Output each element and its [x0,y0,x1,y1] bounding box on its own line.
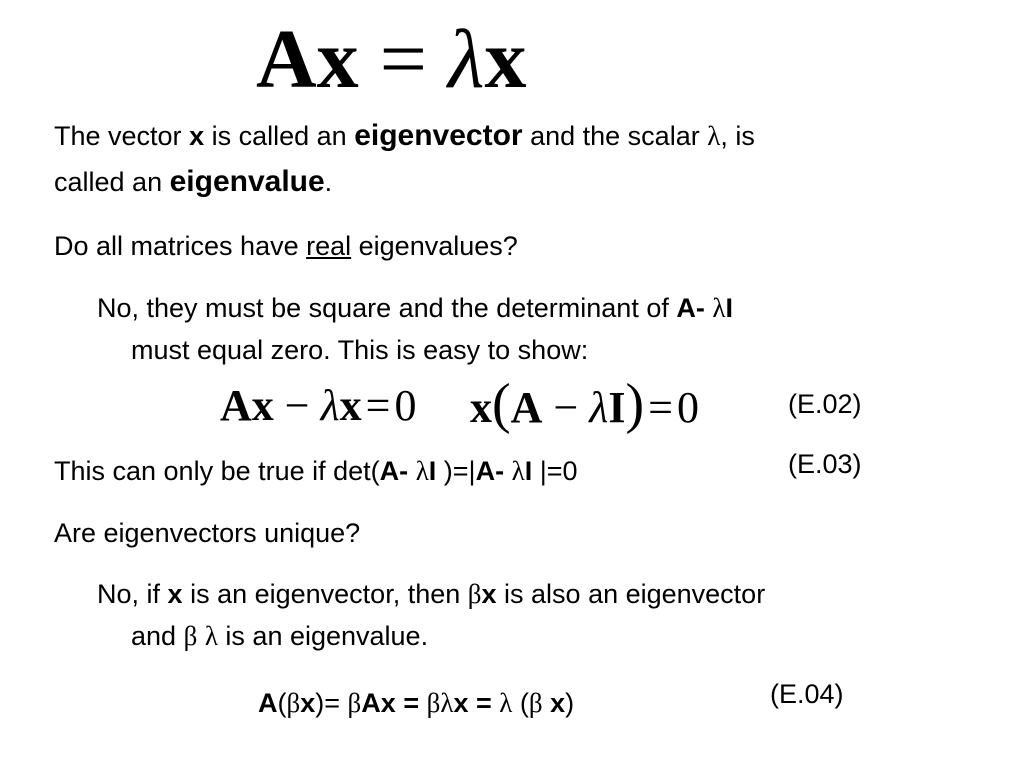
para1-text6: . [324,167,333,197]
a2-x2: x [481,579,497,609]
q1-real: real [306,231,352,261]
a2-beta: β [467,579,482,609]
title-x2: x [484,13,527,106]
eq2-minus: − [284,381,310,430]
equation-label-e04: (E.04) [770,679,844,709]
equation-e02-right [470,372,699,440]
a2-text: No, if [97,579,168,609]
eq4-lambda2: λ [499,688,513,718]
cond-text: This can only be true if det( [54,456,380,486]
eq4-lambda1: λ [440,688,454,718]
eq2r-lambda: λ [589,383,609,432]
title-equals: = [379,13,428,106]
a1-I: I [725,293,733,323]
a1-lambda: λ [712,293,726,323]
eq2-zero: 0 [394,381,417,430]
eq4-p1: ( [277,688,287,718]
eq2r-A: A [510,383,543,432]
eq4-sp1 [419,688,427,718]
eq4-beta4: β [528,688,543,718]
cond-I1: I [428,456,437,486]
eq2-equals: = [365,381,391,430]
para1-text2: is called an [204,121,355,151]
eq2r-I: I [608,383,626,432]
eq4-sp3 [543,688,551,718]
cond-lambda2: λ [511,456,525,486]
eq2r-equals: = [648,383,673,432]
a2-line2-text2: is an eigenvalue. [217,621,429,651]
a1-text: No, they must be square and the determinant of [97,293,677,323]
answer1-line2 [131,334,588,366]
cond-sp2 [504,456,512,486]
eq2r-zero: 0 [676,383,699,432]
a2-line2-text: and [131,621,184,651]
a1-A: A- [676,293,705,323]
eq2-lambda: λ [320,381,340,430]
para1-line2 [54,164,332,200]
a2-lambda: λ [204,621,218,651]
equation-label-e02: (E.02) [788,389,862,419]
title-equation [256,10,526,110]
answer1-line1 [97,292,733,324]
a2-text3: is also an eigenvector [496,579,766,609]
eq2r-minus: − [553,383,579,432]
equation-e04 [258,687,574,719]
title-A: A [256,13,317,106]
a2-beta2: β [183,621,198,651]
a2-text2: is an eigenvector, then [182,579,468,609]
cond-mid: )=| [436,456,476,486]
para1-x: x [189,121,205,151]
eq2r-lparen: ( [492,373,511,435]
answer2-line1 [97,578,765,610]
condition-line [54,455,578,487]
eq4-p3: ( [512,688,529,718]
eq4-p4: ) [565,688,575,718]
cond-lambda1: λ [415,456,429,486]
para1-line1 [54,118,755,154]
a2-x: x [167,579,183,609]
question-eigenvectors-unique: Are eigenvectors unique? [54,518,361,548]
para1-text3: and the scalar [522,121,708,151]
eq4-x2: x = [453,688,492,718]
eq4-Ax: Ax = [361,688,420,718]
q1-text2: eigenvalues? [351,231,518,261]
question-real-eigenvalues [54,230,518,262]
cond-A2: A- [475,456,505,486]
eq2-x: x [251,381,274,430]
cond-post: |=0 [532,456,578,486]
para1-eigenvalue: eigenvalue [169,165,325,198]
para1-lambda: λ [707,121,721,151]
cond-sp1 [408,456,416,486]
eq4-beta1: β [286,688,301,718]
q1-text: Do all matrices have [54,231,307,261]
eq4-p2: )= [315,688,348,718]
equation-e02-left [220,378,417,434]
eq2r-x: x [470,383,492,432]
cond-I2: I [524,456,533,486]
eq4-beta2: β [347,688,362,718]
answer2-line2 [131,620,428,652]
title-lambda: λ [448,13,485,106]
eq2-A: A [220,381,252,430]
eq2-x2: x [339,381,362,430]
para1-eigenvector: eigenvector [354,119,523,152]
eq4-x3: x [550,688,566,718]
eq4-A: A [258,688,278,718]
eq4-beta3: β [426,688,441,718]
a2-sp [197,621,205,651]
eq2r-rparen: ) [625,373,645,435]
para1-text5: called an [54,167,170,197]
eq4-x1: x [300,688,316,718]
equation-label-e03: (E.03) [788,449,862,479]
cond-A1: A- [379,456,409,486]
a1-line2-text: must equal zero. This is easy to show: [131,335,589,365]
para1-text4: , is [720,121,755,151]
title-x: x [316,13,359,106]
para1-text: The vector [54,121,190,151]
